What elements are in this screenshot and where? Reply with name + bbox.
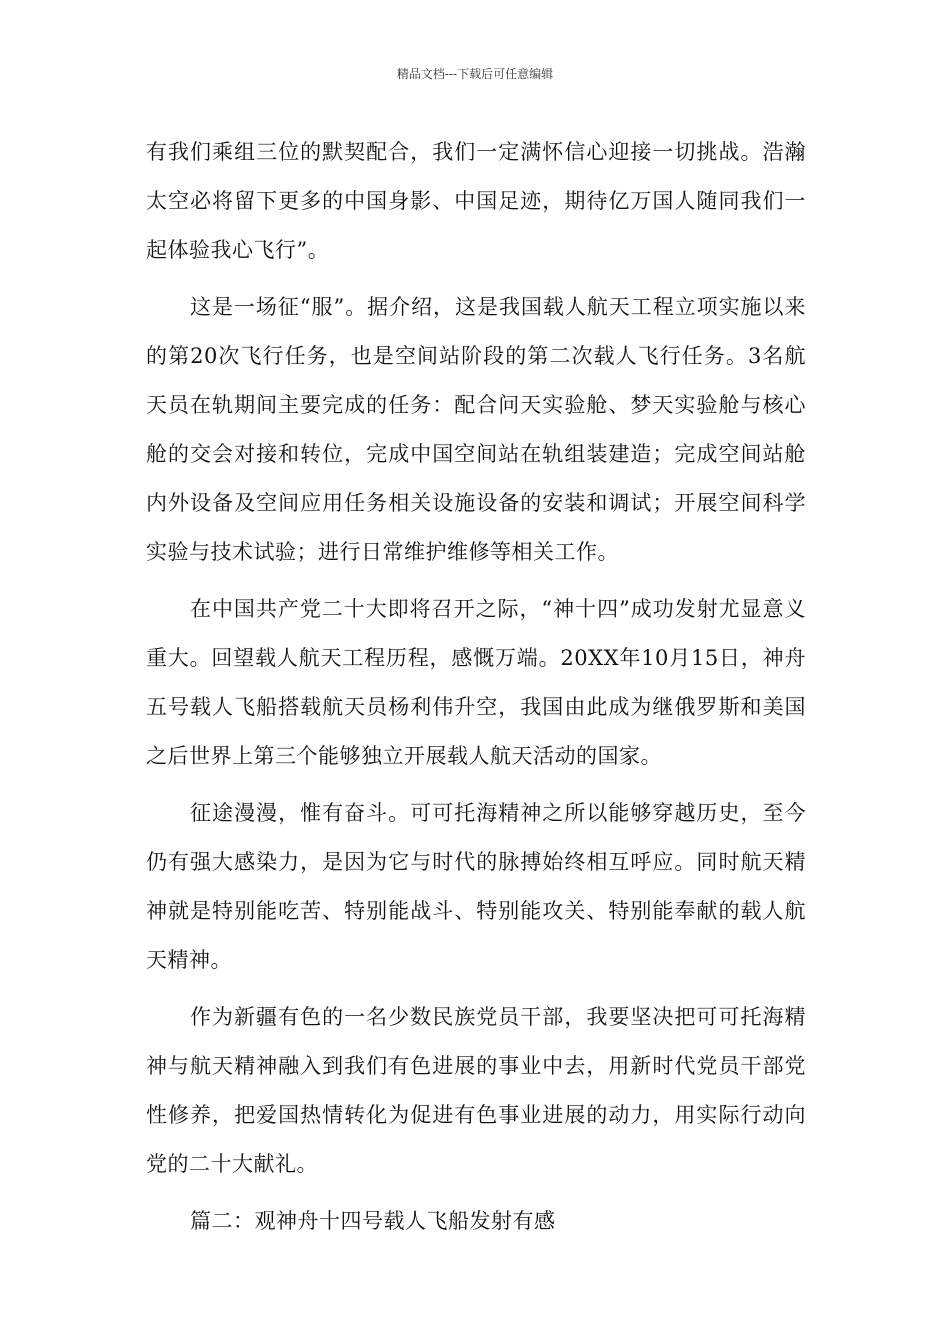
section-heading: 篇二：观神舟十四号载人飞船发射有感 xyxy=(190,1209,556,1233)
paragraph-spirit: 征途漫漫，惟有奋斗。可可托海精神之所以能够穿越历史，至今仍有强大感染力，是因为它与时代的脉搏始终相互呼应。同时航天精神就是特别能吃苦、特别能战斗、特别能攻关、特别能奉献的载人航天精神。 xyxy=(146,801,806,972)
paragraph-pledge: 作为新疆有色的一名少数民族党员干部，我要坚决把可可托海精神与航天精神融入到我们有色进展的事业中去，用新时代党员干部党性修养，把爱国热情转化为促进有色事业进展的动力，用实际行动向党的二十大献礼。 xyxy=(146,1005,806,1176)
page-header: 精品文档---下载后可任意编辑 xyxy=(396,67,554,81)
paragraph-history: 在中国共产党二十大即将召开之际，“神十四”成功发射尤显意义重大。回望载人航天工程历程，感慨万端。20XX年10月15日，神舟五号载人飞船搭载航天员杨利伟升空，我国由此成为继俄罗斯和美国之后世界上第三个能够独立开展载人航天活动的国家。 xyxy=(146,597,806,768)
document-body xyxy=(146,128,806,1246)
paragraph-continuation: 有我们乘组三位的默契配合，我们一定满怀信心迎接一切挑战。浩瀚太空必将留下更多的中国身影、中国足迹，期待亿万国人随同我们一起体验我心飞行”。 xyxy=(146,140,806,262)
paragraph-mission: 这是一场征“服”。据介绍，这是我国载人航天工程立项实施以来的第20次飞行任务，也是空间站阶段的第二次载人飞行任务。3名航天员在轨期间主要完成的任务：配合问天实验舱、梦天实验舱与核心舱的交会对接和转位，完成中国空间站在轨组装建造；完成空间站舱内外设备及空间应用任务相关设施设备的安装和调试；开展空间科学实验与技术试验；进行日常维护维修等相关工作。 xyxy=(146,295,806,564)
